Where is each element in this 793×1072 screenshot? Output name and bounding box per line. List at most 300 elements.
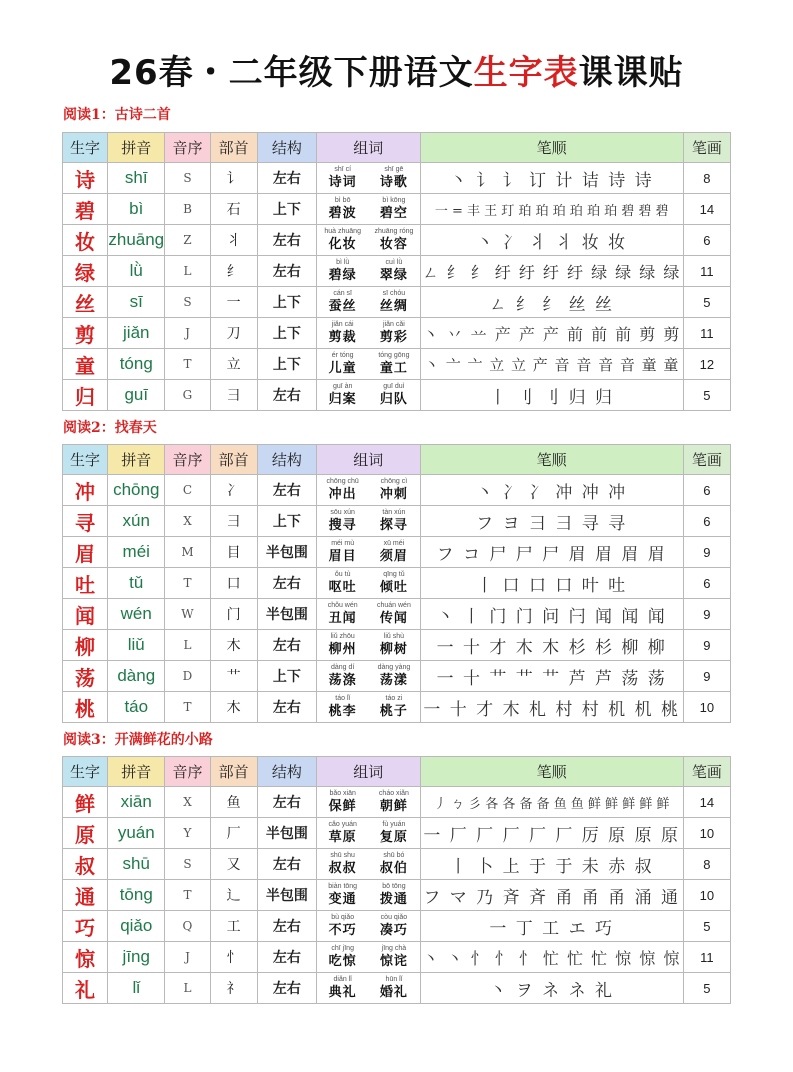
- cell-initial: S: [165, 287, 210, 318]
- table-row: [63, 349, 731, 380]
- word-1: [318, 351, 367, 377]
- cell-initial: L: [165, 973, 210, 1004]
- word-2: [369, 663, 418, 689]
- word-text: 婚礼: [379, 985, 408, 1000]
- word-2: [369, 382, 418, 408]
- cell-character: 冲: [63, 475, 108, 506]
- word-1: [318, 694, 367, 720]
- word-text: 凑巧: [379, 923, 408, 938]
- cell-structure: 左右: [257, 942, 316, 973]
- cell-structure: 上下: [257, 194, 316, 225]
- word-text: 柳州: [328, 642, 357, 657]
- word-1: [318, 851, 367, 877]
- cell-character: 原: [63, 818, 108, 849]
- cell-radical: 鱼: [210, 787, 257, 818]
- cell-structure: 左右: [257, 787, 316, 818]
- word-text: 丑闻: [328, 611, 357, 626]
- word-pinyin: chōng chū: [326, 478, 359, 485]
- word-1: [318, 663, 367, 689]
- cell-pinyin: shū: [108, 849, 165, 880]
- cell-stroke-order: 丿 ㄅ 彡 各 各 备 备 鱼 鱼 鲜 鲜 鲜 鲜 鲜: [420, 787, 683, 818]
- cell-words: [317, 661, 420, 692]
- word-pinyin: diǎn lǐ: [333, 976, 352, 983]
- header-structure: 结构: [257, 445, 316, 475]
- cell-stroke-count: 11: [683, 256, 730, 287]
- cell-stroke-order: 丶 丶 忄 忄 忄 忙 忙 忙 惊 惊 惊: [420, 942, 683, 973]
- word-text: 桃子: [379, 704, 408, 719]
- table-row: [63, 225, 731, 256]
- cell-stroke-count: 10: [683, 692, 730, 723]
- word-pinyin: còu qiǎo: [380, 914, 408, 921]
- cell-character: 眉: [63, 537, 108, 568]
- cell-words: [317, 849, 420, 880]
- cell-structure: 上下: [257, 506, 316, 537]
- word-pinyin: bì bō: [334, 197, 351, 204]
- cell-initial: T: [165, 349, 210, 380]
- cell-pinyin: qiǎo: [108, 911, 165, 942]
- cell-character: 柳: [63, 630, 108, 661]
- header-stroke-count: 笔画: [683, 445, 730, 475]
- cell-radical: 礻: [210, 973, 257, 1004]
- word-pinyin: chōng cì: [380, 478, 408, 485]
- word-1: [318, 289, 367, 315]
- cell-structure: 左右: [257, 911, 316, 942]
- cell-initial: S: [165, 163, 210, 194]
- word-pinyin: ér tóng: [331, 352, 354, 359]
- word-text: 桃李: [328, 704, 357, 719]
- word-pinyin: bō tōng: [382, 883, 406, 890]
- word-pinyin: chǒu wén: [327, 602, 358, 609]
- cell-stroke-count: 8: [683, 163, 730, 194]
- word-pinyin: fù yuán: [382, 821, 406, 828]
- word-2: [369, 851, 418, 877]
- cell-radical: 又: [210, 849, 257, 880]
- cell-pinyin: shī: [108, 163, 165, 194]
- word-text: 朝鲜: [379, 799, 408, 814]
- section-label: 阅读1：古诗二首: [63, 107, 171, 123]
- word-text: 传闻: [379, 611, 408, 626]
- cell-words: [317, 225, 420, 256]
- word-pinyin: dàng yàng: [377, 664, 411, 671]
- section-label: 阅读2：找春天: [63, 420, 157, 436]
- word-text: 保鲜: [328, 799, 357, 814]
- cell-stroke-count: 14: [683, 787, 730, 818]
- title-suffix: 课课贴: [578, 53, 684, 93]
- cell-pinyin: tōng: [108, 880, 165, 911]
- cell-character: 丝: [63, 287, 108, 318]
- word-pinyin: bù qiǎo: [331, 914, 355, 921]
- header-order: 音序: [165, 757, 210, 787]
- table-row: [63, 599, 731, 630]
- cell-stroke-order: フ ヨ 彐 彐 寻 寻: [420, 506, 683, 537]
- cell-radical: 立: [210, 349, 257, 380]
- cell-pinyin: chōng: [108, 475, 165, 506]
- cell-radical: 石: [210, 194, 257, 225]
- table-row: [63, 942, 731, 973]
- cell-words: [317, 630, 420, 661]
- cell-radical: 忄: [210, 942, 257, 973]
- word-pinyin: zhuāng róng: [374, 228, 414, 235]
- cell-stroke-order: 丨 卜 上 于 于 未 赤 叔: [420, 849, 683, 880]
- cell-character: 妆: [63, 225, 108, 256]
- word-text: 诗词: [328, 175, 357, 190]
- header-stroke-order: 笔顺: [420, 757, 683, 787]
- cell-stroke-count: 5: [683, 973, 730, 1004]
- cell-initial: Y: [165, 818, 210, 849]
- word-pinyin: shū shu: [330, 852, 355, 859]
- word-2: [369, 632, 418, 658]
- cell-structure: 左右: [257, 475, 316, 506]
- header-radical: 部首: [210, 445, 257, 475]
- cell-words: [317, 349, 420, 380]
- word-text: 荡涤: [328, 673, 357, 688]
- word-text: 剪彩: [379, 330, 408, 345]
- cell-words: [317, 973, 420, 1004]
- word-text: 变通: [328, 892, 357, 907]
- word-text: 蚕丝: [328, 299, 357, 314]
- word-1: [318, 632, 367, 658]
- cell-radical: 工: [210, 911, 257, 942]
- table-header-row: [63, 757, 731, 787]
- word-1: [318, 165, 367, 191]
- cell-character: 巧: [63, 911, 108, 942]
- word-2: [369, 913, 418, 939]
- cell-structure: 上下: [257, 318, 316, 349]
- word-2: [369, 227, 418, 253]
- cell-character: 归: [63, 380, 108, 411]
- word-text: 碧空: [379, 206, 408, 221]
- word-text: 碧绿: [328, 268, 357, 283]
- cell-words: [317, 287, 420, 318]
- header-pinyin: 拼音: [108, 757, 165, 787]
- word-pinyin: jiǎn cǎi: [383, 321, 405, 328]
- cell-initial: T: [165, 692, 210, 723]
- word-pinyin: jīng chà: [381, 945, 407, 952]
- word-1: [318, 789, 367, 815]
- word-2: [369, 258, 418, 284]
- header-pinyin: 拼音: [108, 445, 165, 475]
- table-header-row: [63, 445, 731, 475]
- word-2: [369, 351, 418, 377]
- word-2: [369, 508, 418, 534]
- cell-stroke-order: 丶 丨 门 门 问 闩 闻 闻 闻: [420, 599, 683, 630]
- cell-stroke-count: 10: [683, 818, 730, 849]
- cell-pinyin: jiǎn: [108, 318, 165, 349]
- word-pinyin: hūn lǐ: [385, 976, 403, 983]
- word-pinyin: guī duì: [383, 383, 405, 390]
- cell-structure: 上下: [257, 287, 316, 318]
- cell-radical: 门: [210, 599, 257, 630]
- header-words: 组词: [317, 133, 420, 163]
- word-2: [369, 289, 418, 315]
- cell-initial: C: [165, 475, 210, 506]
- cell-words: [317, 692, 420, 723]
- header-char: 生字: [63, 757, 108, 787]
- cell-structure: 左右: [257, 163, 316, 194]
- header-words: 组词: [317, 757, 420, 787]
- cell-pinyin: lǜ: [108, 256, 165, 287]
- cell-character: 惊: [63, 942, 108, 973]
- word-text: 妆容: [379, 237, 408, 252]
- cell-initial: M: [165, 537, 210, 568]
- word-1: [318, 227, 367, 253]
- cell-radical: 厂: [210, 818, 257, 849]
- header-order: 音序: [165, 133, 210, 163]
- table-row: [63, 818, 731, 849]
- cell-character: 寻: [63, 506, 108, 537]
- word-pinyin: sī chóu: [382, 290, 406, 297]
- cell-character: 剪: [63, 318, 108, 349]
- word-1: [318, 975, 367, 1001]
- cell-words: [317, 880, 420, 911]
- word-1: [318, 258, 367, 284]
- cell-words: [317, 599, 420, 630]
- title-highlight: 生字表: [473, 53, 579, 93]
- cell-stroke-order: 丶 ヲ ネ ネ 礼: [420, 973, 683, 1004]
- cell-initial: B: [165, 194, 210, 225]
- cell-radical: 纟: [210, 256, 257, 287]
- cell-structure: 半包围: [257, 818, 316, 849]
- section-label: 阅读3：开满鲜花的小路: [63, 732, 213, 748]
- word-text: 翠绿: [379, 268, 408, 283]
- character-table: [62, 132, 731, 411]
- header-char: 生字: [63, 133, 108, 163]
- cell-stroke-count: 6: [683, 568, 730, 599]
- table-row: [63, 661, 731, 692]
- word-text: 化妆: [328, 237, 357, 252]
- word-text: 冲出: [328, 487, 357, 502]
- word-2: [369, 320, 418, 346]
- cell-character: 绿: [63, 256, 108, 287]
- word-pinyin: shī cí: [334, 166, 352, 173]
- word-2: [369, 944, 418, 970]
- cell-initial: S: [165, 849, 210, 880]
- word-text: 剪裁: [328, 330, 357, 345]
- word-2: [369, 539, 418, 565]
- word-1: [318, 601, 367, 627]
- word-pinyin: jiǎn cái: [331, 321, 354, 328]
- word-text: 儿童: [328, 361, 357, 376]
- cell-words: [317, 818, 420, 849]
- word-pinyin: cǎo yuán: [328, 821, 357, 828]
- cell-pinyin: táo: [108, 692, 165, 723]
- header-pinyin: 拼音: [108, 133, 165, 163]
- cell-radical: 辶: [210, 880, 257, 911]
- cell-words: [317, 942, 420, 973]
- table-row: [63, 880, 731, 911]
- word-text: 搜寻: [328, 518, 357, 533]
- word-2: [369, 820, 418, 846]
- cell-stroke-count: 12: [683, 349, 730, 380]
- word-1: [318, 196, 367, 222]
- cell-stroke-order: 丶 冫 丬 丬 妆 妆: [420, 225, 683, 256]
- cell-structure: 左右: [257, 630, 316, 661]
- word-pinyin: ǒu tù: [334, 571, 351, 578]
- cell-words: [317, 163, 420, 194]
- word-text: 叔叔: [328, 861, 357, 876]
- character-table: [62, 756, 731, 1004]
- word-text: 草原: [328, 830, 357, 845]
- cell-initial: J: [165, 318, 210, 349]
- cell-structure: 上下: [257, 661, 316, 692]
- word-text: 荡漾: [379, 673, 408, 688]
- cell-stroke-count: 11: [683, 942, 730, 973]
- table-row: [63, 849, 731, 880]
- cell-structure: 左右: [257, 225, 316, 256]
- table-row: [63, 256, 731, 287]
- cell-structure: 左右: [257, 849, 316, 880]
- cell-radical: 彐: [210, 380, 257, 411]
- header-char: 生字: [63, 445, 108, 475]
- word-2: [369, 789, 418, 815]
- word-text: 惊诧: [379, 954, 408, 969]
- word-pinyin: dàng dí: [331, 664, 355, 671]
- cell-stroke-order: ㄥ 纟 纟 丝 丝: [420, 287, 683, 318]
- cell-initial: J: [165, 942, 210, 973]
- word-pinyin: táo lǐ: [335, 695, 351, 702]
- table-row: [63, 287, 731, 318]
- cell-structure: 左右: [257, 568, 316, 599]
- cell-stroke-count: 6: [683, 506, 730, 537]
- header-words: 组词: [317, 445, 420, 475]
- word-text: 呕吐: [328, 580, 357, 595]
- cell-radical: 艹: [210, 661, 257, 692]
- cell-pinyin: sī: [108, 287, 165, 318]
- header-radical: 部首: [210, 133, 257, 163]
- cell-pinyin: dàng: [108, 661, 165, 692]
- table-row: [63, 568, 731, 599]
- cell-radical: 丬: [210, 225, 257, 256]
- table-row: [63, 475, 731, 506]
- table-row: [63, 318, 731, 349]
- cell-radical: 木: [210, 630, 257, 661]
- word-2: [369, 882, 418, 908]
- cell-stroke-order: 一 十 才 木 札 村 村 机 机 桃: [420, 692, 683, 723]
- cell-character: 叔: [63, 849, 108, 880]
- cell-words: [317, 568, 420, 599]
- cell-stroke-count: 9: [683, 537, 730, 568]
- word-pinyin: cán sī: [333, 290, 353, 297]
- word-pinyin: bǎo xiān: [329, 790, 356, 797]
- word-text: 复原: [379, 830, 408, 845]
- header-stroke-count: 笔画: [683, 133, 730, 163]
- table-row: [63, 692, 731, 723]
- word-pinyin: shī gē: [384, 166, 404, 173]
- word-2: [369, 570, 418, 596]
- table-row: [63, 194, 731, 225]
- cell-words: [317, 787, 420, 818]
- header-stroke-order: 笔顺: [420, 445, 683, 475]
- word-text: 不巧: [328, 923, 357, 938]
- word-1: [318, 320, 367, 346]
- cell-character: 鲜: [63, 787, 108, 818]
- cell-radical: 口: [210, 568, 257, 599]
- cell-initial: W: [165, 599, 210, 630]
- cell-words: [317, 475, 420, 506]
- cell-stroke-order: ㄥ 纟 纟 纡 纡 纡 纡 绿 绿 绿 绿: [420, 256, 683, 287]
- cell-structure: 上下: [257, 349, 316, 380]
- word-text: 丝绸: [379, 299, 408, 314]
- cell-structure: 半包围: [257, 880, 316, 911]
- cell-stroke-order: 丶 亠 亠 立 立 产 音 音 音 音 童 童: [420, 349, 683, 380]
- cell-stroke-count: 11: [683, 318, 730, 349]
- word-pinyin: liǔ shù: [383, 633, 405, 640]
- cell-stroke-count: 9: [683, 661, 730, 692]
- table-row: [63, 537, 731, 568]
- word-2: [369, 196, 418, 222]
- cell-stroke-count: 10: [683, 880, 730, 911]
- word-text: 碧波: [328, 206, 357, 221]
- word-pinyin: shū bó: [383, 852, 405, 859]
- table-row: [63, 163, 731, 194]
- word-text: 拨通: [379, 892, 408, 907]
- cell-radical: 目: [210, 537, 257, 568]
- word-1: [318, 570, 367, 596]
- cell-stroke-count: 14: [683, 194, 730, 225]
- word-pinyin: liǔ zhōu: [330, 633, 355, 640]
- cell-character: 桃: [63, 692, 108, 723]
- cell-pinyin: zhuāng: [108, 225, 165, 256]
- cell-initial: D: [165, 661, 210, 692]
- word-pinyin: méi mù: [331, 540, 355, 547]
- word-2: [369, 477, 418, 503]
- cell-pinyin: méi: [108, 537, 165, 568]
- cell-stroke-order: フ マ 乃 斉 斉 甬 甬 甬 涌 通: [420, 880, 683, 911]
- cell-pinyin: lǐ: [108, 973, 165, 1004]
- cell-stroke-count: 5: [683, 911, 730, 942]
- cell-pinyin: xiān: [108, 787, 165, 818]
- word-pinyin: cháo xiǎn: [378, 790, 409, 797]
- word-text: 须眉: [379, 549, 408, 564]
- cell-pinyin: tóng: [108, 349, 165, 380]
- cell-character: 荡: [63, 661, 108, 692]
- cell-character: 礼: [63, 973, 108, 1004]
- cell-pinyin: xún: [108, 506, 165, 537]
- word-pinyin: chī jīng: [331, 945, 354, 952]
- cell-words: [317, 537, 420, 568]
- word-text: 叔伯: [379, 861, 408, 876]
- word-2: [369, 601, 418, 627]
- word-text: 眉目: [328, 549, 357, 564]
- word-pinyin: biàn tōng: [328, 883, 358, 890]
- word-pinyin: sōu xún: [330, 509, 355, 516]
- cell-words: [317, 194, 420, 225]
- word-2: [369, 165, 418, 191]
- table-row: [63, 787, 731, 818]
- table-row: [63, 506, 731, 537]
- cell-pinyin: liǔ: [108, 630, 165, 661]
- word-2: [369, 694, 418, 720]
- header-structure: 结构: [257, 757, 316, 787]
- word-1: [318, 508, 367, 534]
- cell-structure: 半包围: [257, 599, 316, 630]
- word-1: [318, 944, 367, 970]
- word-text: 归案: [328, 392, 357, 407]
- cell-stroke-order: 丶 讠 讠 订 计 诘 诗 诗: [420, 163, 683, 194]
- cell-radical: 木: [210, 692, 257, 723]
- word-pinyin: bì kōng: [382, 197, 406, 204]
- cell-stroke-order: 丨 刂 刂 归 归: [420, 380, 683, 411]
- cell-radical: 刀: [210, 318, 257, 349]
- cell-words: [317, 506, 420, 537]
- cell-character: 诗: [63, 163, 108, 194]
- word-pinyin: táo zi: [385, 695, 403, 702]
- word-text: 典礼: [328, 985, 357, 1000]
- cell-character: 闻: [63, 599, 108, 630]
- cell-initial: X: [165, 506, 210, 537]
- word-text: 归队: [379, 392, 408, 407]
- cell-stroke-order: 一 丁 工 エ 巧: [420, 911, 683, 942]
